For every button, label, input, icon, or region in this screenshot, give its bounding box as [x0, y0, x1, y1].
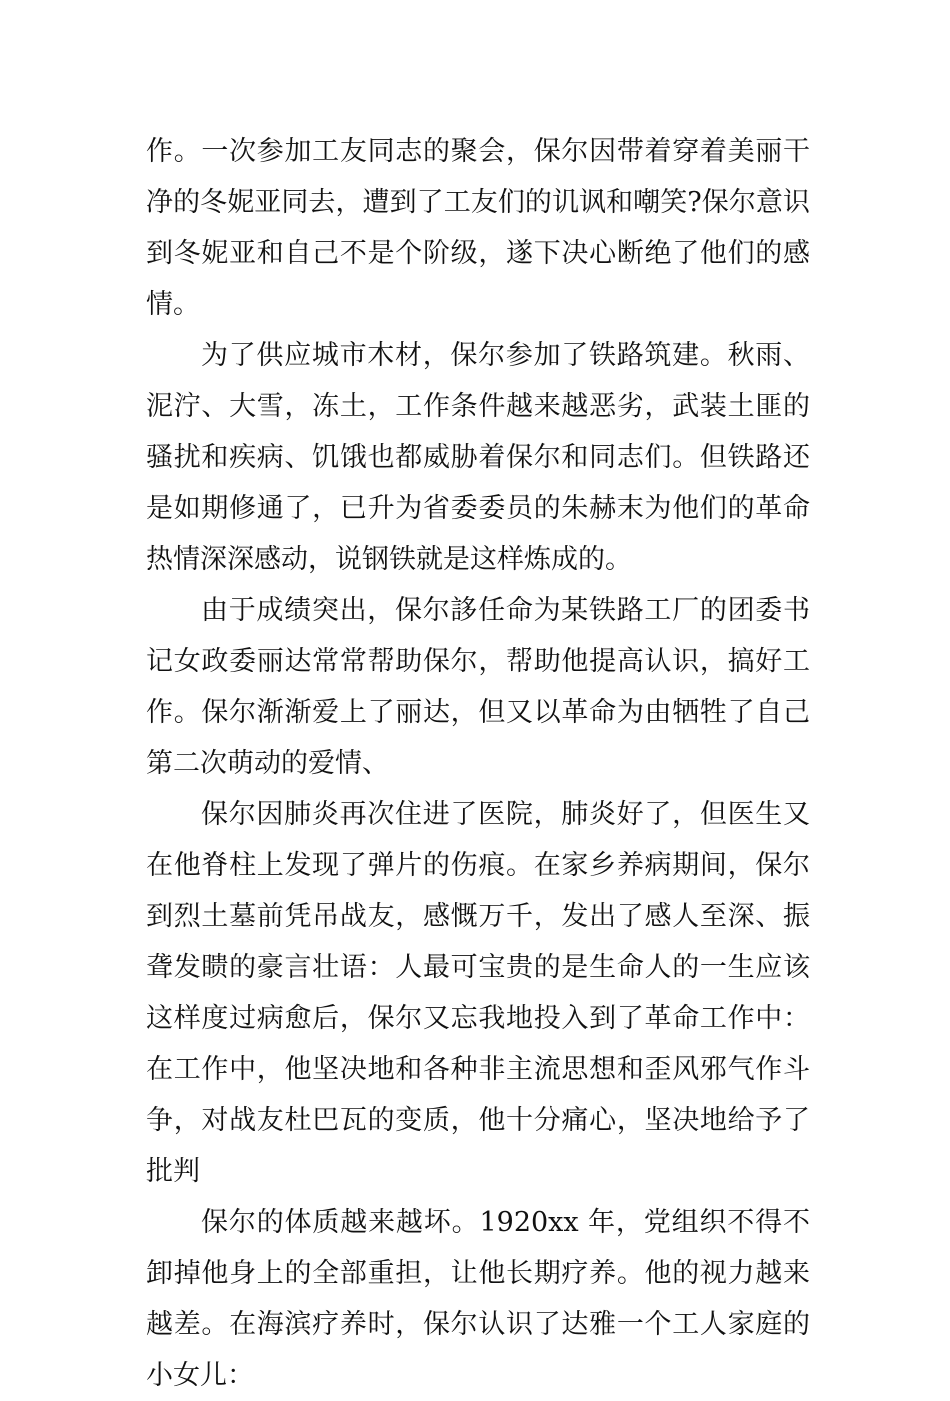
paragraph-2: 为了供应城市木材，保尔参加了铁路筑建。秋雨、泥泞、大雪，冻土，工作条件越来越恶劣，武装土匪的骚扰和疾病、饥饿也都威胁着保尔和同志们。但铁路还是如期修通了，已升为省委委员的朱赫末为他们的革命热情深深感动，说钢铁就是这样炼成的。: [146, 340, 810, 575]
paragraph-5: 保尔的体质越来越坏。1920xx 年，党组织不得不卸掉他身上的全部重担，让他长期疗养。他的视力越来越差。在海滨疗养时，保尔认识了达雅一个工人家庭的小女儿：: [146, 1207, 810, 1391]
paragraph-4: 保尔因肺炎再次住进了医院，肺炎好了，但医生又在他脊柱上发现了弹片的伤痕。在家乡养病期间，保尔到烈土墓前凭吊战友，感慨万千，发出了感人至深、振聋发瞆的豪言壮语：人最可宝贵的是生命人的一生应该这样度过病愈后，保尔又忘我地投入到了革命工作中：在工作中，他坚决地和各种非主流思想和歪风邪气作斗争，对战友杜巴瓦的变质，他十分痛心，坚决地给予了批判: [146, 799, 810, 1187]
paragraph-3: 由于成绩突出，保尔誃任命为某铁路工厂的团委书记女政委丽达常常帮助保尔，帮助他提高认识，搞好工作。保尔渐渐爱上了丽达，但又以革命为由牺牲了自己第二次萌动的爱情、: [146, 595, 810, 779]
paragraph-1: 作。一次参加工友同志的聚会，保尔因带着穿着美丽干净的冬妮亚同去，遭到了工友们的讥讽和嘲笑?保尔意识到冬妮亚和自己不是个阶级，遂下决心断绝了他们的感情。: [146, 136, 810, 320]
document-body: [146, 126, 810, 1401]
